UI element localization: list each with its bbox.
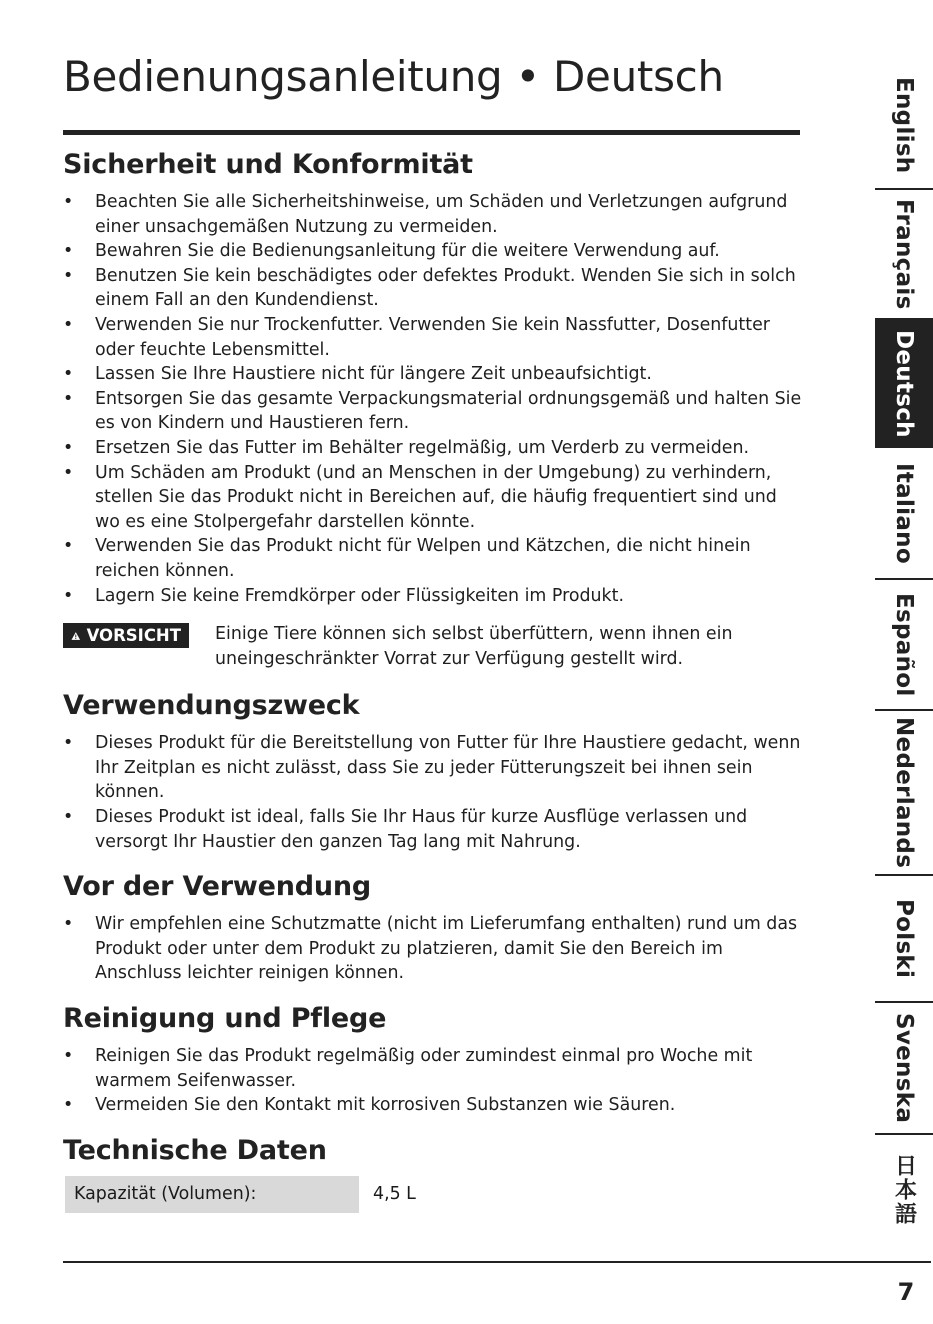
- tab-japanese[interactable]: [875, 1135, 933, 1245]
- bullet-list: [63, 190, 803, 608]
- bullet-list: [63, 731, 803, 854]
- tab-italiano[interactable]: [875, 448, 933, 580]
- list-item: • Benutzen Sie kein beschädigtes oder defektes Produkt. Wenden Sie sich in solch einem Fall an den Kundendienst.: [63, 264, 803, 313]
- list-item: • Dieses Produkt ist ideal, falls Sie Ihr Haus für kurze Ausflüge verlassen und versorgt Ihr Haustier den ganzen Tag lang mit Nahrung.: [63, 805, 803, 854]
- section-intended-use: [63, 687, 803, 854]
- list-item: • Reinigen Sie das Produkt regelmäßig oder zumindest einmal pro Woche mit warmem Seifenwasser.: [63, 1044, 803, 1093]
- list-item: • Bewahren Sie die Bedienungsanleitung für die weitere Verwendung auf.: [63, 239, 803, 264]
- list-item: • Vermeiden Sie den Kontakt mit korrosiven Substanzen wie Säuren.: [63, 1093, 803, 1118]
- spec-row: [63, 1176, 803, 1213]
- title-divider: [63, 130, 800, 135]
- page-number: 7: [897, 1278, 915, 1306]
- tab-nederlands[interactable]: [875, 711, 933, 876]
- section-heading: Vor der Verwendung: [63, 871, 372, 903]
- tab-francais[interactable]: [875, 190, 933, 320]
- list-item: • Ersetzen Sie das Futter im Behälter regelmäßig, um Verderb zu vermeiden.: [63, 436, 803, 461]
- list-item: • Entsorgen Sie das gesamte Verpackungsmaterial ordnungsgemäß und halten Sie es von Kindern und Haustieren fern.: [63, 387, 803, 436]
- section-heading: Reinigung und Pflege: [63, 1003, 387, 1035]
- list-item: • Verwenden Sie das Produkt nicht für Welpen und Kätzchen, die nicht hinein reichen können.: [63, 534, 803, 583]
- section-heading: Verwendungszweck: [63, 690, 360, 722]
- tab-english[interactable]: [875, 62, 933, 190]
- main-content: [63, 146, 803, 1227]
- tab-label: Español: [891, 592, 917, 697]
- list-item: • Verwenden Sie nur Trockenfutter. Verwenden Sie kein Nassfutter, Dosenfutter oder feuchte Lebensmittel.: [63, 313, 803, 362]
- tab-espanol[interactable]: [875, 580, 933, 711]
- caution-text: Einige Tiere können sich selbst überfüttern, wenn ihnen ein uneingeschränkter Vorrat zur Verfügung gestellt wird.: [215, 624, 733, 669]
- tab-label: Svenska: [891, 1012, 917, 1124]
- section-heading: Technische Daten: [63, 1134, 327, 1166]
- list-item: • Wir empfehlen eine Schutzmatte (nicht im Lieferumfang enthalten) rund um das Produkt oder unter dem Produkt zu platzieren, damit Sie den Bereich im Anschluss leichter reinigen können.: [63, 912, 803, 986]
- list-item: • Dieses Produkt für die Bereitstellung von Futter für Ihre Haustiere gedacht, wenn Ihr Zeitplan es nicht zulässt, dass Sie zu jeder Fütterungszeit bei ihnen sein können.: [63, 731, 803, 805]
- section-safety: [63, 146, 803, 671]
- footer-divider: [63, 1261, 931, 1263]
- section-heading: Sicherheit und Konformität: [63, 149, 473, 180]
- tab-label: 日本語: [891, 1154, 917, 1226]
- bullet-list: [63, 1044, 803, 1118]
- tab-svenska[interactable]: [875, 1003, 933, 1135]
- tab-label: English: [891, 76, 917, 174]
- section-before-use: [63, 868, 803, 986]
- tab-deutsch[interactable]: [875, 320, 933, 448]
- tab-polski[interactable]: [875, 876, 933, 1003]
- list-item: • Lagern Sie keine Fremdkörper oder Flüssigkeiten im Produkt.: [63, 584, 803, 609]
- tab-label: Deutsch: [891, 330, 917, 438]
- page-title: Bedienungsanleitung • Deutsch: [63, 52, 724, 101]
- warning-triangle-icon: [71, 627, 81, 645]
- list-item: • Um Schäden am Produkt (und an Menschen in der Umgebung) zu verhindern, stellen Sie das Produkt nicht in Bereichen auf, die häufig frequentiert sind und wo es eine Stolpergefahr darstellen könnte.: [63, 461, 803, 535]
- section-technical-data: [63, 1132, 803, 1213]
- list-item: • Lassen Sie Ihre Haustiere nicht für längere Zeit unbeaufsichtigt.: [63, 362, 803, 387]
- caution-notice: [63, 622, 803, 671]
- tab-label: Polski: [891, 898, 917, 979]
- caution-label: VORSICHT: [86, 626, 181, 646]
- bullet-list: [63, 912, 803, 986]
- spec-value: 4,5 L: [373, 1184, 416, 1205]
- section-cleaning: [63, 1000, 803, 1118]
- tab-label: Français: [891, 198, 917, 310]
- tab-label: Nederlands: [891, 716, 917, 869]
- list-item: • Beachten Sie alle Sicherheitshinweise, um Schäden und Verletzungen aufgrund einer unsachgemäßen Nutzung zu vermeiden.: [63, 190, 803, 239]
- caution-badge: [63, 623, 189, 648]
- tab-label: Italiano: [891, 462, 917, 564]
- spec-key: Kapazität (Volumen):: [65, 1176, 359, 1213]
